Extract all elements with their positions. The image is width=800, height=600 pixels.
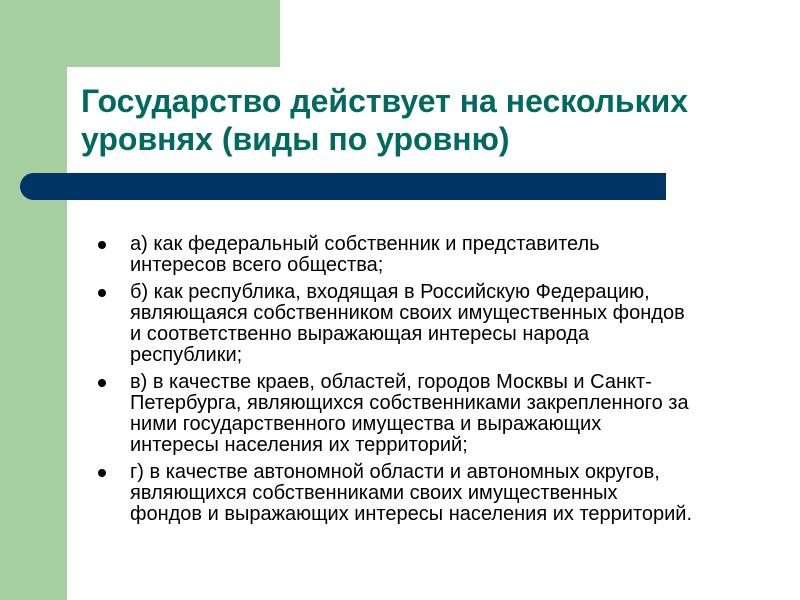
- bullet-text-line: б) как республика, входящая в Российскую Федерацию,: [130, 281, 650, 303]
- bullet-dot-icon: [98, 241, 106, 249]
- bullet-text-line: фондов и выражающих интересы населения их территорий.: [130, 503, 693, 525]
- bullet-dot-icon: [98, 379, 106, 387]
- bullet-text-line: ними государственного имущества и выражающих: [130, 413, 602, 435]
- bullet-item-v: [96, 372, 776, 456]
- bullet-item-g: [96, 462, 776, 525]
- bullet-text-line: а) как федеральный собственник и представитель: [130, 233, 600, 255]
- bullet-text-line: г) в качестве автономной области и автономных округов,: [130, 461, 660, 483]
- bullet-text-line: интересов всего общества;: [130, 254, 384, 276]
- bullet-text-line: и соответственно выражающая интересы народа: [130, 323, 590, 345]
- bullet-text-line: республики;: [130, 344, 243, 366]
- bullet-text-line: являющаяся собственником своих имущественных фондов: [130, 302, 685, 324]
- bullet-item-a: [96, 234, 776, 276]
- bullet-item-b: [96, 282, 776, 366]
- bullet-text-line: в) в качестве краев, областей, городов Москвы и Санкт-: [130, 371, 652, 393]
- title-underline-bar: [20, 173, 666, 200]
- slide-title-line-1: Государство действует на нескольких: [81, 83, 689, 119]
- bullet-text-line: являющихся собственниками своих имущественных: [130, 482, 618, 504]
- green-accent-vertical-bar: [0, 0, 67, 600]
- slide-title-line-2: уровнях (виды по уровню): [81, 121, 510, 157]
- bullet-dot-icon: [98, 289, 106, 297]
- bullet-dot-icon: [98, 469, 106, 477]
- slide-title: [81, 82, 781, 158]
- bullet-list: [96, 234, 776, 531]
- bullet-text-line: интересы населения их территорий;: [130, 434, 468, 456]
- green-accent-top-bar: [0, 0, 280, 67]
- bullet-text-line: Петербурга, являющихся собственниками закрепленного за: [130, 392, 689, 414]
